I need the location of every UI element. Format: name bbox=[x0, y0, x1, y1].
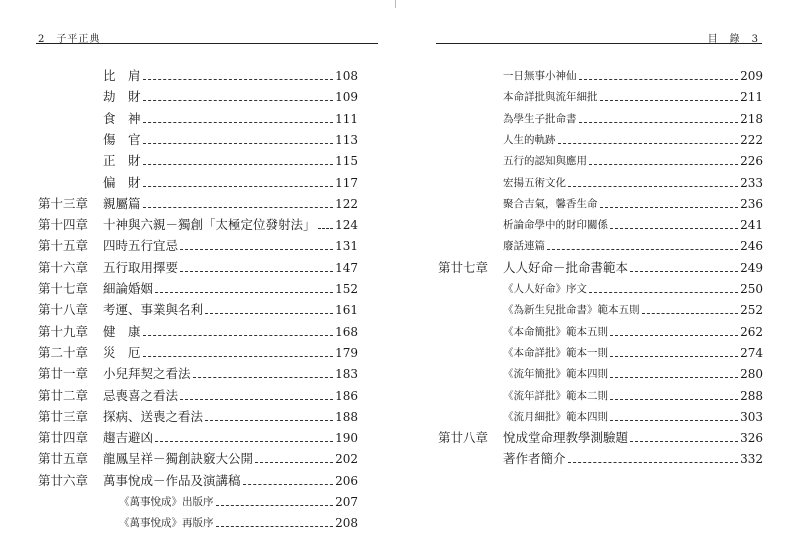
toc-page-number: 188 bbox=[335, 409, 358, 424]
toc-dot-leader bbox=[610, 228, 738, 229]
toc-page-number: 211 bbox=[740, 90, 763, 105]
toc-dot-leader bbox=[143, 186, 334, 187]
toc-dot-leader bbox=[155, 441, 333, 442]
toc-chapter-number: 第廿二章 bbox=[38, 387, 89, 403]
toc-page-number: 280 bbox=[740, 367, 763, 382]
toc-chapter-number: 第廿四章 bbox=[38, 430, 89, 446]
right-page bbox=[396, 0, 793, 550]
toc-page-number: 113 bbox=[335, 132, 358, 147]
toc-title: 親屬篇 bbox=[103, 195, 141, 211]
toc-chapter-number: 第廿八章 bbox=[438, 430, 489, 446]
toc-page-number: 332 bbox=[740, 452, 763, 467]
toc-dot-leader bbox=[610, 377, 738, 378]
toc-page-number: 122 bbox=[335, 196, 358, 211]
toc-dot-leader bbox=[143, 79, 334, 80]
toc-page-number: 250 bbox=[740, 282, 763, 296]
toc-page-number: 209 bbox=[740, 69, 763, 83]
toc-dot-leader bbox=[589, 292, 738, 293]
toc-dot-leader bbox=[180, 271, 333, 272]
toc-dot-leader bbox=[243, 484, 334, 485]
toc-page-number: 186 bbox=[335, 388, 358, 403]
toc-chapter-number: 第十六章 bbox=[38, 259, 89, 275]
toc-entry bbox=[38, 256, 358, 276]
toc-title: 四時五行宜忌 bbox=[103, 238, 179, 254]
toc-chapter-number: 第廿一章 bbox=[38, 366, 89, 382]
toc-chapter-number: 第十八章 bbox=[38, 302, 89, 318]
toc-dot-leader bbox=[610, 399, 738, 400]
toc-title: 宏揚五術文化 bbox=[503, 176, 566, 189]
toc-entry bbox=[38, 192, 358, 212]
left-header-rule bbox=[36, 43, 378, 44]
toc-chapter-number: 第十九章 bbox=[38, 323, 89, 339]
left-page-header: 2 子平正典 bbox=[38, 34, 101, 45]
toc-page-number: 208 bbox=[335, 516, 358, 531]
toc-dot-leader bbox=[600, 100, 739, 101]
toc-entry bbox=[503, 277, 763, 297]
toc-entry bbox=[103, 107, 358, 127]
toc-entry bbox=[38, 362, 358, 382]
toc-page-number: 236 bbox=[740, 196, 763, 211]
toc-title: 萬事悅成－作品及演講稿 bbox=[103, 472, 241, 488]
toc-chapter-number: 第十七章 bbox=[38, 281, 89, 296]
toc-page-number: 241 bbox=[740, 218, 763, 233]
toc-page-number: 124 bbox=[335, 218, 358, 233]
toc-entry bbox=[38, 213, 358, 233]
toc-dot-leader bbox=[193, 377, 334, 378]
toc-dot-leader bbox=[558, 143, 739, 144]
toc-entry bbox=[438, 426, 763, 446]
toc-chapter-number: 第廿七章 bbox=[438, 259, 489, 275]
toc-page-number: 147 bbox=[335, 260, 358, 275]
toc-page-number: 109 bbox=[335, 90, 358, 105]
toc-dot-leader bbox=[143, 207, 334, 208]
toc-entry bbox=[503, 107, 763, 127]
toc-entry bbox=[503, 447, 763, 467]
toc-page-number: 202 bbox=[335, 452, 358, 467]
toc-title: 《流年簡批》範本四則 bbox=[503, 368, 608, 381]
toc-dot-leader bbox=[255, 462, 333, 463]
toc-page-number: 274 bbox=[740, 345, 763, 360]
toc-entry bbox=[38, 447, 358, 467]
toc-dot-leader bbox=[568, 462, 739, 463]
toc-page-number: 303 bbox=[740, 409, 763, 424]
toc-entry bbox=[103, 64, 358, 84]
toc-entry bbox=[503, 234, 763, 254]
toc-dot-leader bbox=[589, 164, 738, 165]
toc-dot-leader bbox=[180, 249, 333, 250]
toc-page-number: 246 bbox=[740, 239, 763, 254]
toc-entry bbox=[503, 362, 763, 382]
toc-title: 小兒拜契之看法 bbox=[103, 366, 191, 382]
toc-entry bbox=[103, 128, 358, 148]
toc-entry bbox=[503, 320, 763, 340]
toc-entry bbox=[38, 298, 358, 318]
toc-dot-leader bbox=[143, 143, 334, 144]
toc-title: 趨吉避凶 bbox=[103, 430, 154, 446]
toc-dot-leader bbox=[610, 420, 738, 421]
toc-page-number: 108 bbox=[335, 69, 358, 83]
toc-page-number: 117 bbox=[335, 175, 358, 190]
toc-dot-leader bbox=[143, 356, 334, 357]
toc-chapter-number: 第廿三章 bbox=[38, 408, 89, 424]
toc-title: 著作者簡介 bbox=[503, 451, 566, 467]
toc-dot-leader bbox=[610, 335, 738, 336]
toc-chapter-number: 第十四章 bbox=[38, 217, 89, 233]
toc-page-number: 252 bbox=[740, 303, 763, 318]
toc-title: 聚合吉氣，馨香生命 bbox=[503, 197, 598, 210]
toc-title: 五行取用擇要 bbox=[103, 259, 179, 275]
toc-title: 偏 財 bbox=[103, 174, 141, 190]
toc-entry bbox=[503, 171, 763, 191]
toc-dot-leader bbox=[143, 164, 334, 165]
toc-page-number: 326 bbox=[740, 431, 763, 446]
toc-page-number: 115 bbox=[335, 154, 358, 169]
toc-page-number: 207 bbox=[335, 495, 358, 509]
toc-title: 十神與六親－獨創「太極定位發射法」 bbox=[103, 217, 316, 233]
toc-title: 《萬事悅成》再版序 bbox=[119, 517, 214, 530]
toc-title: 正 財 bbox=[103, 153, 141, 169]
toc-title: 本命詳批與流年細批 bbox=[503, 91, 598, 104]
toc-entry bbox=[38, 405, 358, 425]
toc-dot-leader bbox=[642, 313, 739, 314]
toc-entry bbox=[503, 192, 763, 212]
toc-title: 人人好命－批命書範本 bbox=[503, 259, 629, 275]
toc-page-number: 222 bbox=[740, 132, 763, 147]
toc-title: 《人人好命》序文 bbox=[503, 283, 587, 295]
toc-page-number: 179 bbox=[335, 345, 358, 360]
toc-entry bbox=[503, 341, 763, 361]
toc-title: 災 厄 bbox=[103, 344, 141, 360]
toc-dot-leader bbox=[579, 79, 739, 80]
toc-entry bbox=[103, 511, 358, 531]
toc-title: 悅成堂命理教學測驗題 bbox=[503, 430, 629, 446]
toc-title: 五行的認知與應用 bbox=[503, 155, 587, 168]
toc-entry bbox=[503, 128, 763, 148]
toc-page-number: 183 bbox=[335, 367, 358, 382]
toc-dot-leader bbox=[568, 186, 738, 187]
toc-chapter-number: 第十三章 bbox=[38, 195, 89, 211]
toc-title: 《萬事悅成》出版序 bbox=[119, 496, 214, 508]
toc-title: 《流月細批》範本四則 bbox=[503, 410, 608, 423]
toc-page-number: 161 bbox=[335, 303, 358, 318]
toc-entry bbox=[503, 405, 763, 425]
toc-page-number: 249 bbox=[740, 260, 763, 275]
toc-page-number: 152 bbox=[335, 282, 358, 296]
toc-dot-leader bbox=[143, 335, 334, 336]
right-page-header: 目 錄 3 bbox=[707, 34, 759, 45]
toc-title: 忌喪喜之看法 bbox=[103, 387, 179, 403]
toc-dot-leader bbox=[143, 100, 334, 101]
toc-title: 比 肩 bbox=[103, 68, 141, 83]
toc-entry bbox=[38, 469, 358, 489]
toc-title: 《為新生兒批命書》範本五則 bbox=[503, 304, 640, 317]
toc-title: 食 神 bbox=[103, 110, 141, 126]
toc-dot-leader bbox=[155, 292, 333, 293]
toc-chapter-number: 第二十章 bbox=[38, 344, 89, 360]
toc-entry bbox=[38, 320, 358, 340]
toc-dot-leader bbox=[579, 122, 739, 123]
toc-entry bbox=[438, 256, 763, 276]
toc-dot-leader bbox=[216, 526, 334, 527]
toc-entry bbox=[503, 64, 763, 84]
toc-title: 龍鳳呈祥－獨創訣竅大公開 bbox=[103, 451, 254, 467]
toc-title: 《本命簡批》範本五則 bbox=[503, 325, 608, 338]
toc-title: 健 康 bbox=[103, 323, 141, 339]
toc-chapter-number: 第十五章 bbox=[38, 238, 89, 254]
toc-entry bbox=[38, 384, 358, 404]
toc-entry bbox=[103, 490, 358, 510]
toc-dot-leader bbox=[143, 122, 334, 123]
toc-dot-leader bbox=[600, 207, 739, 208]
toc-dot-leader bbox=[216, 505, 334, 506]
toc-title: 劫 財 bbox=[103, 89, 141, 105]
toc-dot-leader bbox=[630, 271, 738, 272]
toc-title: 析論命學中的財印關係 bbox=[503, 219, 608, 232]
toc-entry bbox=[38, 341, 358, 361]
toc-chapter-number: 第廿六章 bbox=[38, 472, 89, 488]
toc-chapter-number: 第廿五章 bbox=[38, 451, 89, 467]
toc-dot-leader bbox=[610, 356, 738, 357]
toc-dot-leader bbox=[205, 313, 333, 314]
toc-title: 《流年詳批》範本二則 bbox=[503, 389, 608, 402]
toc-dot-leader bbox=[547, 249, 738, 250]
toc-page-number: 190 bbox=[335, 431, 358, 446]
left-page bbox=[0, 0, 396, 550]
toc-title: 廢話連篇 bbox=[503, 240, 545, 253]
toc-title: 人生的軌跡 bbox=[503, 133, 556, 146]
toc-entry bbox=[503, 384, 763, 404]
toc-page-number: 233 bbox=[740, 175, 763, 190]
toc-page-number: 262 bbox=[740, 324, 763, 339]
toc-entry bbox=[103, 171, 358, 191]
toc-title: 《本命詳批》範本一則 bbox=[503, 346, 608, 359]
toc-title: 細論婚姻 bbox=[103, 281, 154, 296]
toc-entry bbox=[503, 298, 763, 318]
toc-title: 一日無事小神仙 bbox=[503, 70, 577, 82]
toc-page-number: 226 bbox=[740, 154, 763, 169]
toc-entry bbox=[38, 277, 358, 297]
toc-title: 考運、事業與名利 bbox=[103, 302, 204, 318]
toc-dot-leader bbox=[318, 228, 334, 229]
right-header-rule bbox=[436, 43, 762, 44]
toc-title: 探病、送喪之看法 bbox=[103, 408, 204, 424]
toc-page-number: 111 bbox=[335, 111, 358, 126]
toc-dot-leader bbox=[630, 441, 738, 442]
toc-entry bbox=[103, 85, 358, 105]
toc-entry bbox=[503, 213, 763, 233]
toc-page-number: 206 bbox=[335, 473, 358, 488]
toc-dot-leader bbox=[180, 399, 333, 400]
toc-entry bbox=[503, 149, 763, 169]
toc-entry bbox=[38, 426, 358, 446]
toc-title: 為學生子批命書 bbox=[503, 112, 577, 125]
toc-title: 傷 官 bbox=[103, 131, 141, 147]
toc-dot-leader bbox=[205, 420, 333, 421]
toc-page-number: 218 bbox=[740, 111, 763, 126]
toc-entry bbox=[103, 149, 358, 169]
toc-page-number: 288 bbox=[740, 388, 763, 403]
toc-entry bbox=[503, 85, 763, 105]
toc-page-number: 168 bbox=[335, 324, 358, 339]
toc-page-number: 131 bbox=[335, 239, 358, 254]
toc-entry bbox=[38, 234, 358, 254]
